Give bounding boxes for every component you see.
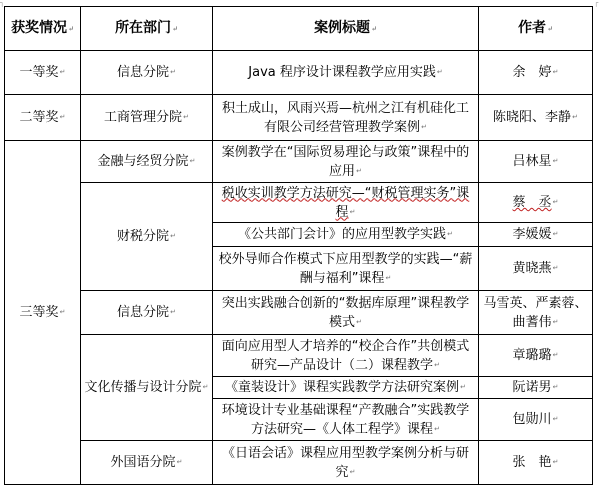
header-award: 获奖情况↵ [5, 7, 81, 51]
department-cell: 财税分院↵ [81, 183, 213, 291]
author-cell: 余 婷↵ [479, 51, 593, 95]
table-header-row [5, 7, 593, 51]
author-cell: 李媛媛↵ [479, 223, 593, 247]
title-cell: 环境设计专业基础课程“产教融合”实践教学方法研究—《人体工程学》课程↵ [213, 399, 479, 441]
department-cell: 外国语分院↵ [81, 441, 213, 485]
award-table [4, 6, 593, 485]
author-cell: 陈晓阳、李静↵ [479, 95, 593, 141]
title-cell: 《日语会话》课程应用型教学案例分析与研究↵ [213, 441, 479, 485]
header-author: 作者↵ [479, 7, 593, 51]
table-row [5, 51, 593, 95]
header-title: 案例标题↵ [213, 7, 479, 51]
title-cell: 积土成山，风雨兴焉—杭州之江有机硅化工有限公司经营管理教学案例↵ [213, 95, 479, 141]
department-cell: 信息分院↵ [81, 291, 213, 335]
page-corner-mark: ┌ [594, 0, 599, 7]
table-row [5, 141, 593, 183]
page-corner-mark: ┐ [0, 0, 5, 7]
award-cell: 三等奖↵ [5, 141, 81, 485]
author-cell: 马雪英、严素蓉、曲蓍伟↵ [479, 291, 593, 335]
author-cell: 阮诺男↵ [479, 377, 593, 399]
award-cell: 一等奖↵ [5, 51, 81, 95]
title-cell: 校外导师合作模式下应用型教学的实践—“薪酬与福利”课程↵ [213, 247, 479, 291]
header-department: 所在部门↵ [81, 7, 213, 51]
title-cell: 面向应用型人才培养的“校企合作”共创模式研究—产品设计（二）课程教学↵ [213, 335, 479, 377]
author-cell: 吕林星↵ [479, 141, 593, 183]
table-row [5, 183, 593, 223]
department-cell: 金融与经贸分院↵ [81, 141, 213, 183]
author-cell: 蔡 丞↵ [479, 183, 593, 223]
author-cell: 章璐璐↵ [479, 335, 593, 377]
title-cell: 突出实践融合创新的“数据库原理”课程教学模式↵ [213, 291, 479, 335]
author-cell: 黄晓燕↵ [479, 247, 593, 291]
title-cell: 案例教学在“国际贸易理论与政策”课程中的应用↵ [213, 141, 479, 183]
title-cell: 《公共部门会计》的应用型教学实践↵ [213, 223, 479, 247]
table-row [5, 95, 593, 141]
department-cell: 工商管理分院↵ [81, 95, 213, 141]
title-cell: 税收实训教学方法研究—“财税管理实务”课程↵ [213, 183, 479, 223]
table-row [5, 335, 593, 377]
author-cell: 包勋川↵ [479, 399, 593, 441]
award-cell: 二等奖↵ [5, 95, 81, 141]
department-cell: 文化传播与设计分院↵ [81, 335, 213, 441]
table-row [5, 291, 593, 335]
title-cell: 《童装设计》课程实践教学方法研究案例↵ [213, 377, 479, 399]
table-row [5, 441, 593, 485]
author-cell: 张 艳↵ [479, 441, 593, 485]
department-cell: 信息分院↵ [81, 51, 213, 95]
title-cell: Java 程序设计课程教学应用实践↵ [213, 51, 479, 95]
